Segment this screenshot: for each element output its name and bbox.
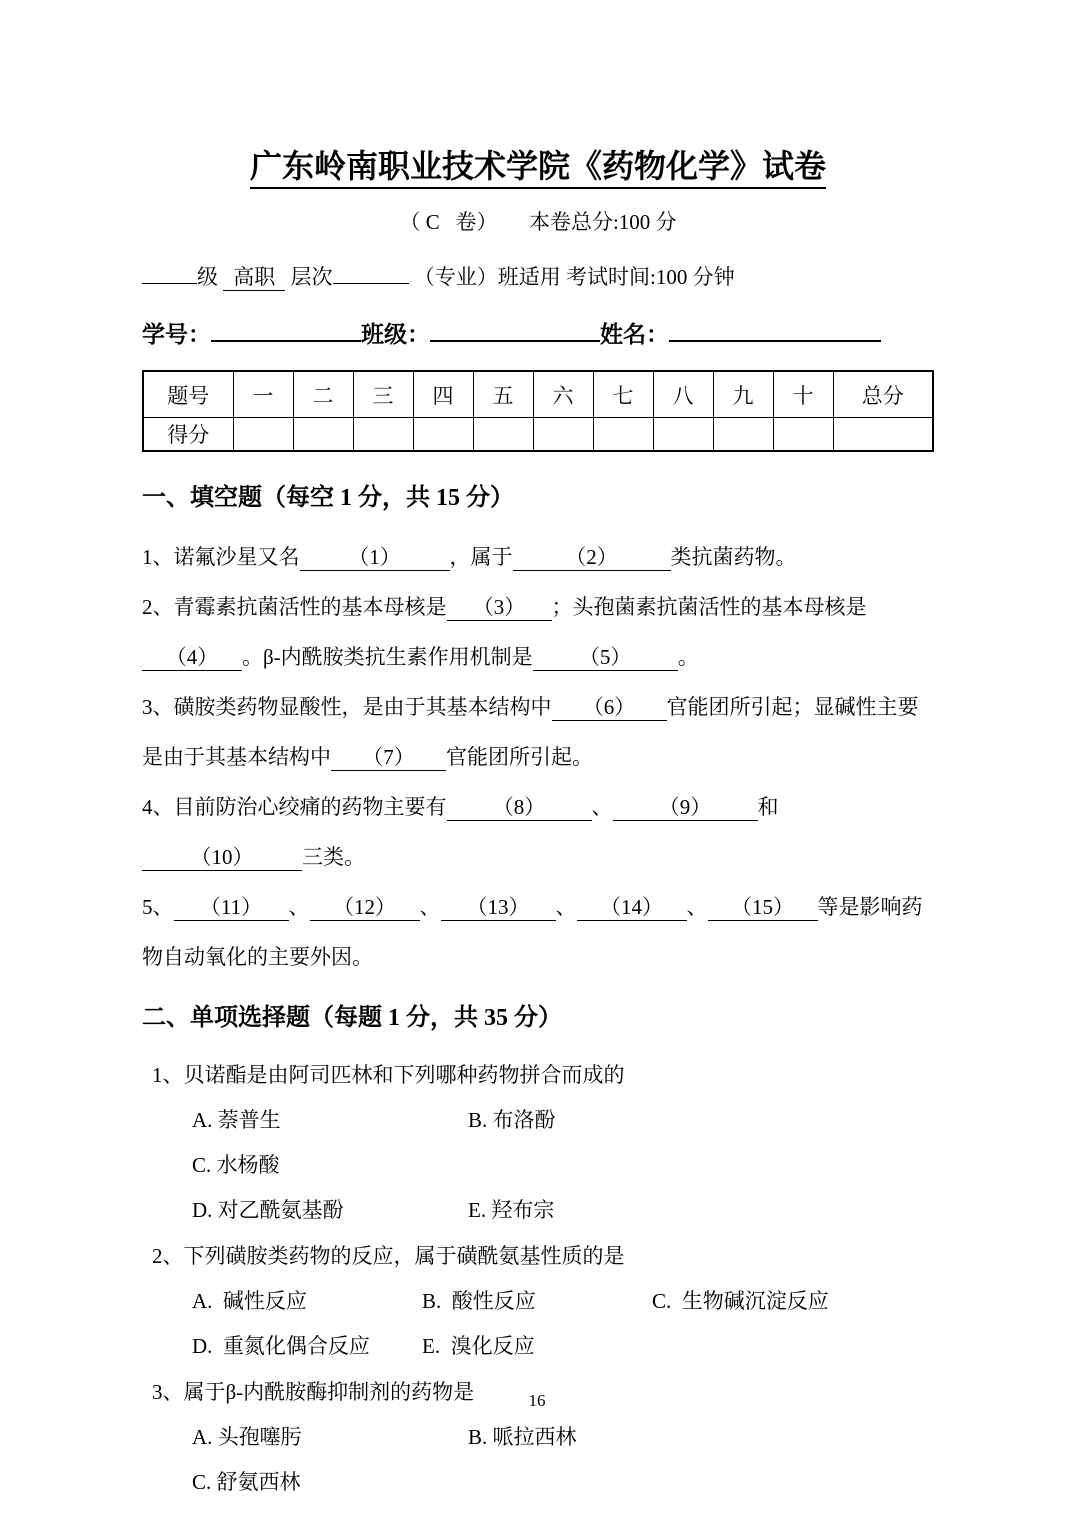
text-segment: 。 [677,645,699,669]
choice-question-3-stem: 3、属于β-内酰胺酶抑制剂的药物是 [152,1380,475,1404]
score-table-header-cell: 八 [653,371,713,418]
score-table-score-row [143,418,933,452]
text-segment: 三类。 [302,845,365,869]
text-segment: 5、 [142,895,174,919]
score-cell [713,418,773,452]
score-cell [593,418,653,452]
text-segment: 3、磺胺类药物显酸性，是由于其基本结构中 [142,695,552,719]
text-segment: 、 [591,795,613,819]
option: A. 萘普生 [192,1108,281,1132]
option: E. 溴化反应 [422,1334,535,1358]
blank-field: （3） [447,594,552,621]
blank-field: （11） [174,894,289,921]
text-segment: 类抗菌药物。 [670,545,797,569]
exam-subtitle: （ C 卷） 本卷总分:100 分 [399,210,677,234]
blank-field: （7） [331,744,446,771]
exam-title-text: 广东岭南职业技术学院《药物化学》试卷 [250,148,826,189]
choice-question-2-options-row-1 [142,1279,934,1324]
exam-title [142,146,934,186]
text-segment: 1、诺氟沙星又名 [142,545,300,569]
blank-field: （15） [708,894,818,921]
option: A. 头孢噻肟 [192,1425,302,1449]
text-segment: （专业）班适用 考试时间:100 分钟 [408,265,735,289]
score-table-header-cell: 十 [773,371,833,418]
text-segment: 学号： [142,321,211,347]
text-segment: 2、青霉素抗菌活性的基本母核是 [142,595,447,619]
score-table-header-cell: 九 [713,371,773,418]
text-segment: 和 [757,795,779,819]
section2-heading: 二、单项选择题（每题 1 分，共 35 分） [142,1005,562,1031]
option: B. 酸性反应 [422,1289,536,1313]
choice-question-2-options-row-2 [142,1324,934,1369]
blank-field: （2） [513,544,671,571]
choice-question-1-stem: 1、贝诺酯是由阿司匹林和下列哪种药物拼合而成的 [152,1063,625,1087]
text-segment: 官能团所引起；显碱性主要是由于其基本结构中 [142,695,919,769]
score-table-header-cell: 七 [593,371,653,418]
option: B. 哌拉西林 [468,1425,577,1449]
text-segment: 4、目前防治心绞痛的药物主要有 [142,795,447,819]
blank-field: （10） [142,844,302,871]
blank-field [142,283,197,284]
fill-question-2 [142,582,934,682]
score-table-header-cell: 总分 [833,371,933,418]
blank-field: （1） [300,544,450,571]
score-cell [833,418,933,452]
text-segment: 姓名： [600,321,669,347]
student-info-line [142,318,934,353]
class-applicability-line [142,262,934,294]
score-table-header-cell: 二 [293,371,353,418]
text-segment: ；头孢菌素抗菌活性的基本母核是 [551,595,867,619]
choice-question-3-options-row-1 [142,1415,934,1505]
blank-field: （9） [613,794,758,821]
choice-question-2-stem: 2、下列磺胺类药物的反应，属于磺酰氨基性质的是 [152,1244,625,1268]
option: D. 重氮化偶合反应 [192,1334,370,1358]
option: C. 生物碱沉淀反应 [652,1289,829,1313]
blank-field [211,340,361,342]
option: D. 对乙酰氨基酚 [192,1198,344,1222]
blank-field [333,283,409,284]
blank-field: （14） [577,894,687,921]
blank-field: （13） [441,894,556,921]
text-segment: ，属于 [449,545,513,569]
option: C. 水杨酸 [192,1153,280,1177]
text-segment: 。β-内酰胺类抗生素作用机制是 [242,645,533,669]
choice-question-1-options-row-2 [142,1188,934,1233]
score-table-header-cell: 三 [353,371,413,418]
score-cell [533,418,593,452]
choice-question-1-options-row-1 [142,1098,934,1188]
option: E. 羟布宗 [468,1198,555,1222]
blank-field: 高职 [223,264,285,291]
text-segment: 等是影响药物自动氧化的主要外因。 [142,895,923,969]
score-cell [353,418,413,452]
text-segment: 班级： [361,321,430,347]
score-table-header-row [143,371,933,418]
score-table [142,370,934,452]
blank-field [669,340,881,342]
text-segment: 级 [197,265,224,289]
fill-question-1 [142,532,934,582]
blank-field: （6） [552,694,667,721]
blank-field: （4） [142,644,242,671]
text-segment: 、 [555,895,577,919]
text-segment: 官能团所引起。 [446,745,593,769]
fill-question-4 [142,782,934,882]
option: B. 布洛酚 [468,1108,556,1132]
score-table-header-cell: 四 [413,371,473,418]
score-table-header-cell: 六 [533,371,593,418]
option: C. 舒氨西林 [192,1470,301,1494]
fill-question-5 [142,882,934,982]
score-row-label: 得分 [143,418,233,452]
score-table-header-cell: 题号 [143,371,233,418]
score-table-header-cell: 一 [233,371,293,418]
score-cell [773,418,833,452]
text-segment: 、 [419,895,441,919]
text-segment: 、 [686,895,708,919]
option: A. 碱性反应 [192,1289,307,1313]
blank-field: （12） [310,894,420,921]
blank-field [430,340,600,342]
score-cell [473,418,533,452]
score-cell [233,418,293,452]
page-number: 16 [528,1391,546,1410]
fill-question-3 [142,682,934,782]
score-table-header-cell: 五 [473,371,533,418]
text-segment: 层次 [285,265,333,289]
score-cell [413,418,473,452]
score-cell [653,418,713,452]
section1-heading: 一、填空题（每空 1 分，共 15 分） [142,485,514,511]
text-segment: 、 [288,895,310,919]
blank-field: （8） [447,794,592,821]
score-cell [293,418,353,452]
blank-field: （5） [533,644,678,671]
